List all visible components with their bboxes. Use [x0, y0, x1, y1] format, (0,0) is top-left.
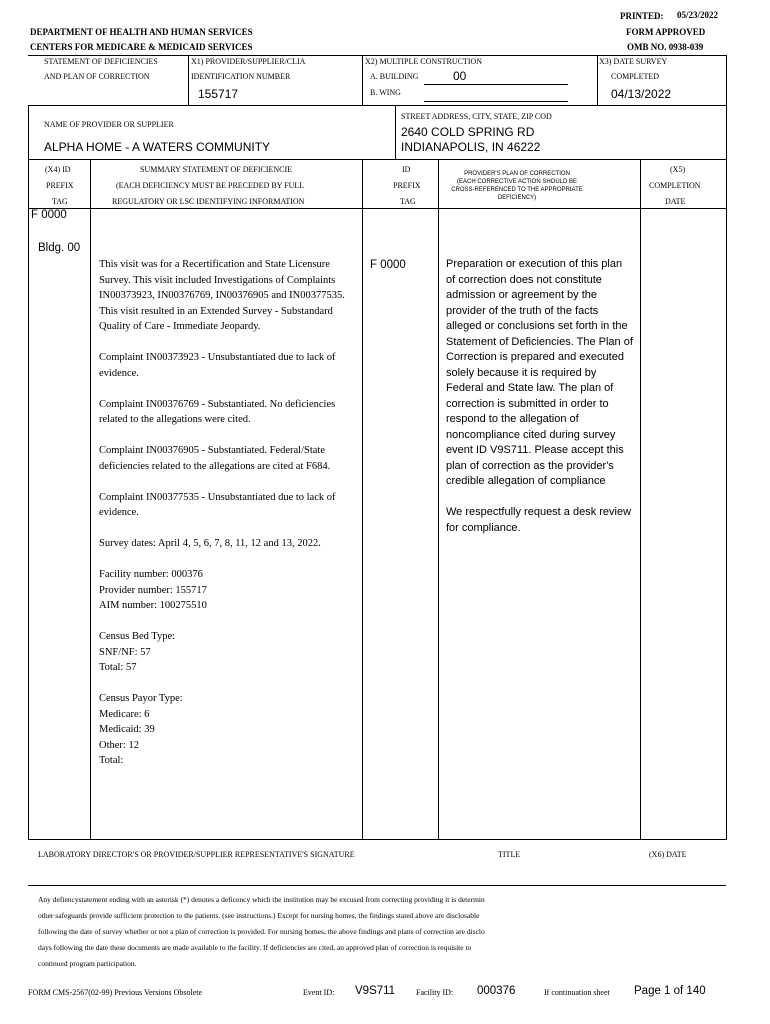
poc-header3: CROSS-REFERENCED TO THE APPROPRIATE — [451, 187, 583, 193]
summary-header2: (EACH DEFICIENCY MUST BE PRECEDED BY FULL — [116, 181, 305, 190]
census-line: SNF/NF: 57 — [99, 646, 151, 658]
building-label: A. BUILDING — [370, 72, 419, 81]
form-number: FORM CMS-2567(02-99) Previous Versions Obsolete — [28, 988, 203, 997]
facility-id: 000376 — [477, 985, 516, 997]
building-value: 00 — [453, 69, 467, 83]
census-line: Total: 57 — [99, 662, 137, 673]
address-line2: INDIANAPOLIS, IN 46222 — [401, 140, 541, 154]
summary-paragraph: Complaint IN00377535 - Unsubstantiated due to lack of evidence. — [99, 491, 336, 518]
event-id: V9S711 — [355, 985, 396, 997]
provider-name: ALPHA HOME - A WATERS COMMUNITY — [44, 140, 271, 154]
summary-statement — [99, 257, 349, 769]
x5-header1: (X5) — [670, 165, 686, 174]
form-approved: FORM APPROVED — [626, 27, 706, 37]
x3-label: X3) DATE SURVEY — [599, 57, 668, 66]
facility-line: Facility number: 000376 — [99, 569, 203, 580]
continuation-label: If continuation sheet — [544, 988, 610, 997]
printed-date: 05/23/2022 — [677, 10, 719, 20]
footnote-line: continued program participation. — [38, 959, 137, 968]
summary-header1: SUMMARY STATEMENT OF DEFICIENCIE — [140, 165, 293, 174]
x4-header3: TAG — [52, 197, 68, 206]
poc-paragraph: Preparation or execution of this plan of correction does not constitute admission or agreement by the provider of the truth of the facts alleged or conclusions set forth in the Statement of Deficiencies. The Plan of Correction is prepared and executed solely because it is required by Federal and State law. The plan of correction is submitted in order to respond to the allegation of noncompliance cited during survey event ID V9S711. Please accept this plan of correction as the provider's credible allegation of compliance — [446, 258, 633, 487]
right-tag: F 0000 — [370, 259, 406, 271]
event-id-label: Event ID: — [303, 988, 335, 997]
summary-header3: REGULATORY OR LSC IDENTIFYING INFORMATION — [112, 197, 305, 206]
wing-label: B. WING — [370, 88, 401, 97]
plan-label: AND PLAN OF CORRECTION — [44, 72, 150, 81]
footnote-line: days following the date these documents are made available to the facility. If deficiencies are cited, an approved plan of correction is requisite to — [38, 943, 472, 952]
census-line: Medicaid: 39 — [99, 724, 155, 735]
id-header3: TAG — [400, 197, 416, 206]
survey-completed-date: 04/13/2022 — [611, 87, 672, 101]
left-tag: F 0000 — [31, 209, 67, 221]
summary-paragraph: Complaint IN00376769 - Substantiated. No deficiencies related to the allegations were cited. — [99, 398, 336, 425]
summary-paragraph: Complaint IN00376905 - Substantiated. Federal/State deficiencies related to the allegations are cited at F684. — [99, 445, 331, 472]
building-tag: Bldg. 00 — [38, 242, 81, 254]
x4-header2: PREFIX — [46, 181, 74, 190]
footnote-line: other safeguards provide sufficient protection to the patients. (see instructions.) Except for nursing homes, the findings stated above are disclosable — [38, 911, 480, 920]
plan-of-correction — [446, 257, 634, 552]
x2-label: X2) MULTIPLE CONSTRUCTION — [365, 57, 483, 66]
centers-title: CENTERS FOR MEDICARE & MEDICAID SERVICES — [30, 42, 253, 52]
facility-info — [99, 567, 349, 614]
title-label: TITLE — [498, 850, 521, 859]
address-label: STREET ADDRESS, CITY, STATE, ZIP COD — [401, 112, 552, 121]
id-header1: ID — [402, 165, 411, 174]
summary-paragraph: This visit was for a Recertification and State Licensure Survey. This visit included Investigations of Complaints IN00373923, IN00376769, IN00376905 and IN00377535. This visit resulted in an Extended Survey - Substandard Quality of Care - Immediate Jeopardy. — [99, 259, 345, 332]
statement-label: STATEMENT OF DEFICIENCIES — [44, 57, 158, 66]
address-line1: 2640 COLD SPRING RD — [401, 125, 535, 139]
poc-header4: DEFICIENCY) — [497, 195, 537, 201]
x1-label: X1) PROVIDER/SUPPLIER/CLIA — [191, 57, 306, 66]
x1-sublabel: IDENTIFICATION NUMBER — [191, 72, 291, 81]
poc-header2: (EACH CORRECTIVE ACTION SHOULD BE — [456, 179, 578, 185]
census-payor-info — [99, 691, 349, 769]
x4-header1: (X4) ID — [45, 165, 71, 174]
poc-header1: PROVIDER'S PLAN OF CORRECTION — [464, 171, 570, 177]
census-line: Other: 12 — [99, 739, 139, 751]
printed-label: PRINTED: — [620, 11, 664, 21]
id-header2: PREFIX — [393, 181, 421, 190]
page-number: Page 1 of 140 — [634, 985, 706, 997]
facility-line: AIM number: 100275510 — [99, 600, 207, 611]
omb-number: OMB NO. 0938-039 — [627, 42, 704, 52]
footnote-line: Any defiencystatement ending with an asterisk (*) denotes a deficency which the institution may be excused from correcting providing it is determin — [38, 895, 485, 904]
provider-name-label: NAME OF PROVIDER OR SUPPLIER — [44, 120, 174, 129]
facility-line: Provider number: 155717 — [99, 584, 207, 596]
census-line: Total: — [99, 755, 124, 766]
census-line: Census Bed Type: — [99, 631, 176, 642]
poc-paragraph: We respectfully request a desk review for compliance. — [446, 506, 632, 534]
census-line: Medicare: 6 — [99, 708, 150, 720]
census-bed-info — [99, 629, 349, 676]
x5-header3: DATE — [665, 197, 686, 206]
summary-paragraph: Complaint IN00373923 - Unsubstantiated due to lack of evidence. — [99, 352, 336, 379]
census-line: Census Payor Type: — [99, 693, 183, 704]
x3-sublabel: COMPLETED — [611, 72, 659, 81]
facility-id-label: Facility ID: — [416, 988, 454, 997]
footnote-line: following the date of survey whether or not a plan of correction is provided. For nursing homes, the above findings and plans of correction are disclo — [38, 927, 485, 936]
x5-header2: COMPLETION — [649, 181, 701, 190]
summary-paragraph: Survey dates: April 4, 5, 6, 7, 8, 11, 12 and 13, 2022. — [99, 538, 321, 549]
department-title: DEPARTMENT OF HEALTH AND HUMAN SERVICES — [30, 27, 253, 37]
x6-date-label: (X6) DATE — [649, 850, 687, 859]
provider-number: 155717 — [198, 87, 239, 101]
signature-label: LABORATORY DIRECTOR'S OR PROVIDER/SUPPLIER REPRESENTATIVE'S SIGNATURE — [38, 850, 355, 859]
